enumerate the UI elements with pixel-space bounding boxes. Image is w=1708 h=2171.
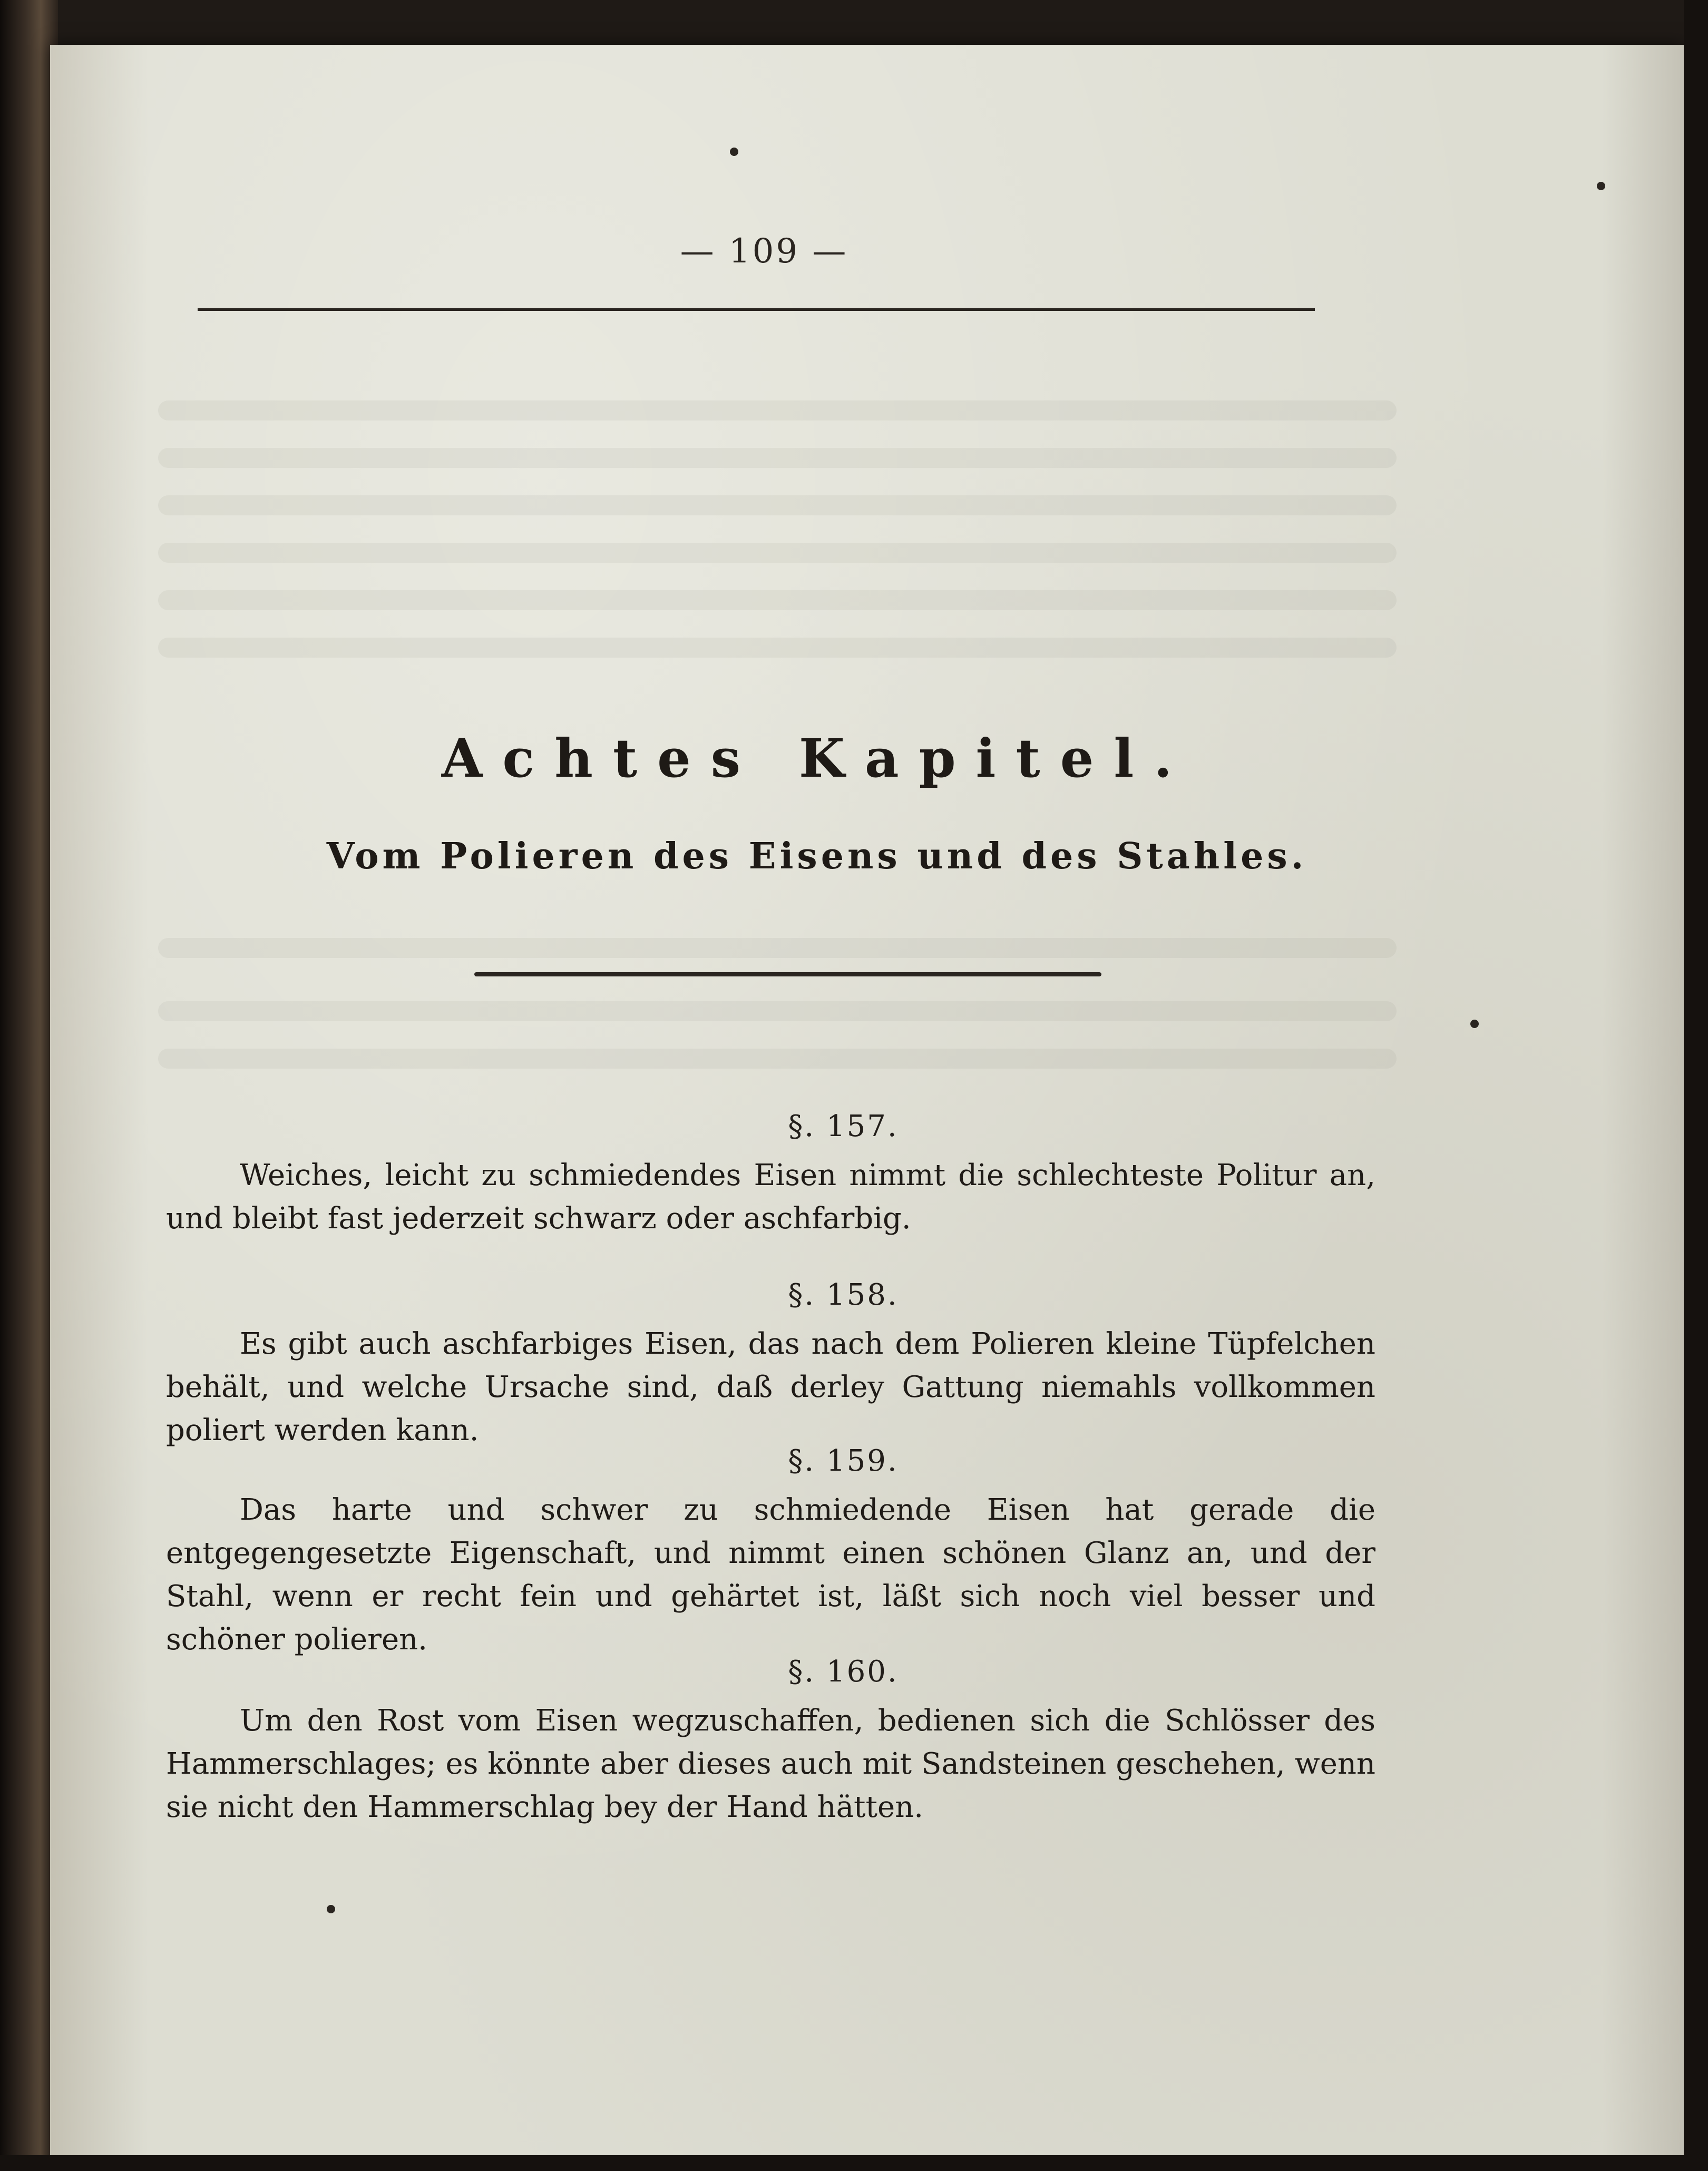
book-binding	[0, 0, 58, 2171]
page-edge-bottom	[0, 2155, 1708, 2171]
section-heading: §. 160.	[788, 1655, 899, 1689]
book-page	[50, 45, 1684, 2171]
page-edge-right	[1684, 0, 1708, 2171]
show-through-line	[158, 938, 1397, 958]
show-through-line	[158, 1001, 1397, 1021]
show-through-line	[158, 543, 1397, 563]
paper-speck	[730, 148, 738, 156]
section-paragraph: Um den Rost vom Eisen wegzuschaffen, bedienen sich die Schlösser des Hammerschlages; es könnte aber dieses auch mit Sandsteinen geschehen, wenn sie nicht den Hammerschlag bey der Hand hätten.	[166, 1704, 1375, 1824]
paper-speck	[1470, 1020, 1479, 1028]
chapter-rule	[474, 972, 1101, 976]
show-through-line	[158, 590, 1397, 610]
section-heading: §. 159.	[788, 1444, 899, 1478]
show-through-line	[158, 1049, 1397, 1069]
paper-speck	[1597, 182, 1605, 190]
chapter-title: Achtes Kapitel.	[441, 727, 1193, 789]
show-through-line	[158, 638, 1397, 658]
section-heading: §. 158.	[788, 1278, 899, 1312]
section-heading: §. 157.	[788, 1109, 899, 1143]
page-number: — 109 —	[680, 232, 848, 271]
show-through-line	[158, 495, 1397, 515]
show-through-line	[158, 400, 1397, 420]
show-through-line	[158, 448, 1397, 468]
section-paragraph: Es gibt auch aschfarbiges Eisen, das nach dem Polieren kleine Tüpfelchen behält, und welche Ursache sind, daß derley Gattung niemahls vollkommen poliert werden kann.	[166, 1327, 1375, 1448]
chapter-subtitle: Vom Polieren des Eisens und des Stahles.	[326, 835, 1307, 877]
paper-speck	[327, 1905, 335, 1913]
section-paragraph: Weiches, leicht zu schmiedendes Eisen nimmt die schlechteste Politur an, und bleibt fast jederzeit schwarz oder aschfarbig.	[166, 1158, 1375, 1236]
section-paragraph: Das harte und schwer zu schmiedende Eisen hat gerade die entgegengesetzte Eigenschaft, und nimmt einen schönen Glanz an, und der Stahl, wenn er recht fein und gehärtet ist, läßt sich noch viel besser und schöner polieren.	[166, 1493, 1375, 1657]
header-rule	[198, 308, 1315, 311]
